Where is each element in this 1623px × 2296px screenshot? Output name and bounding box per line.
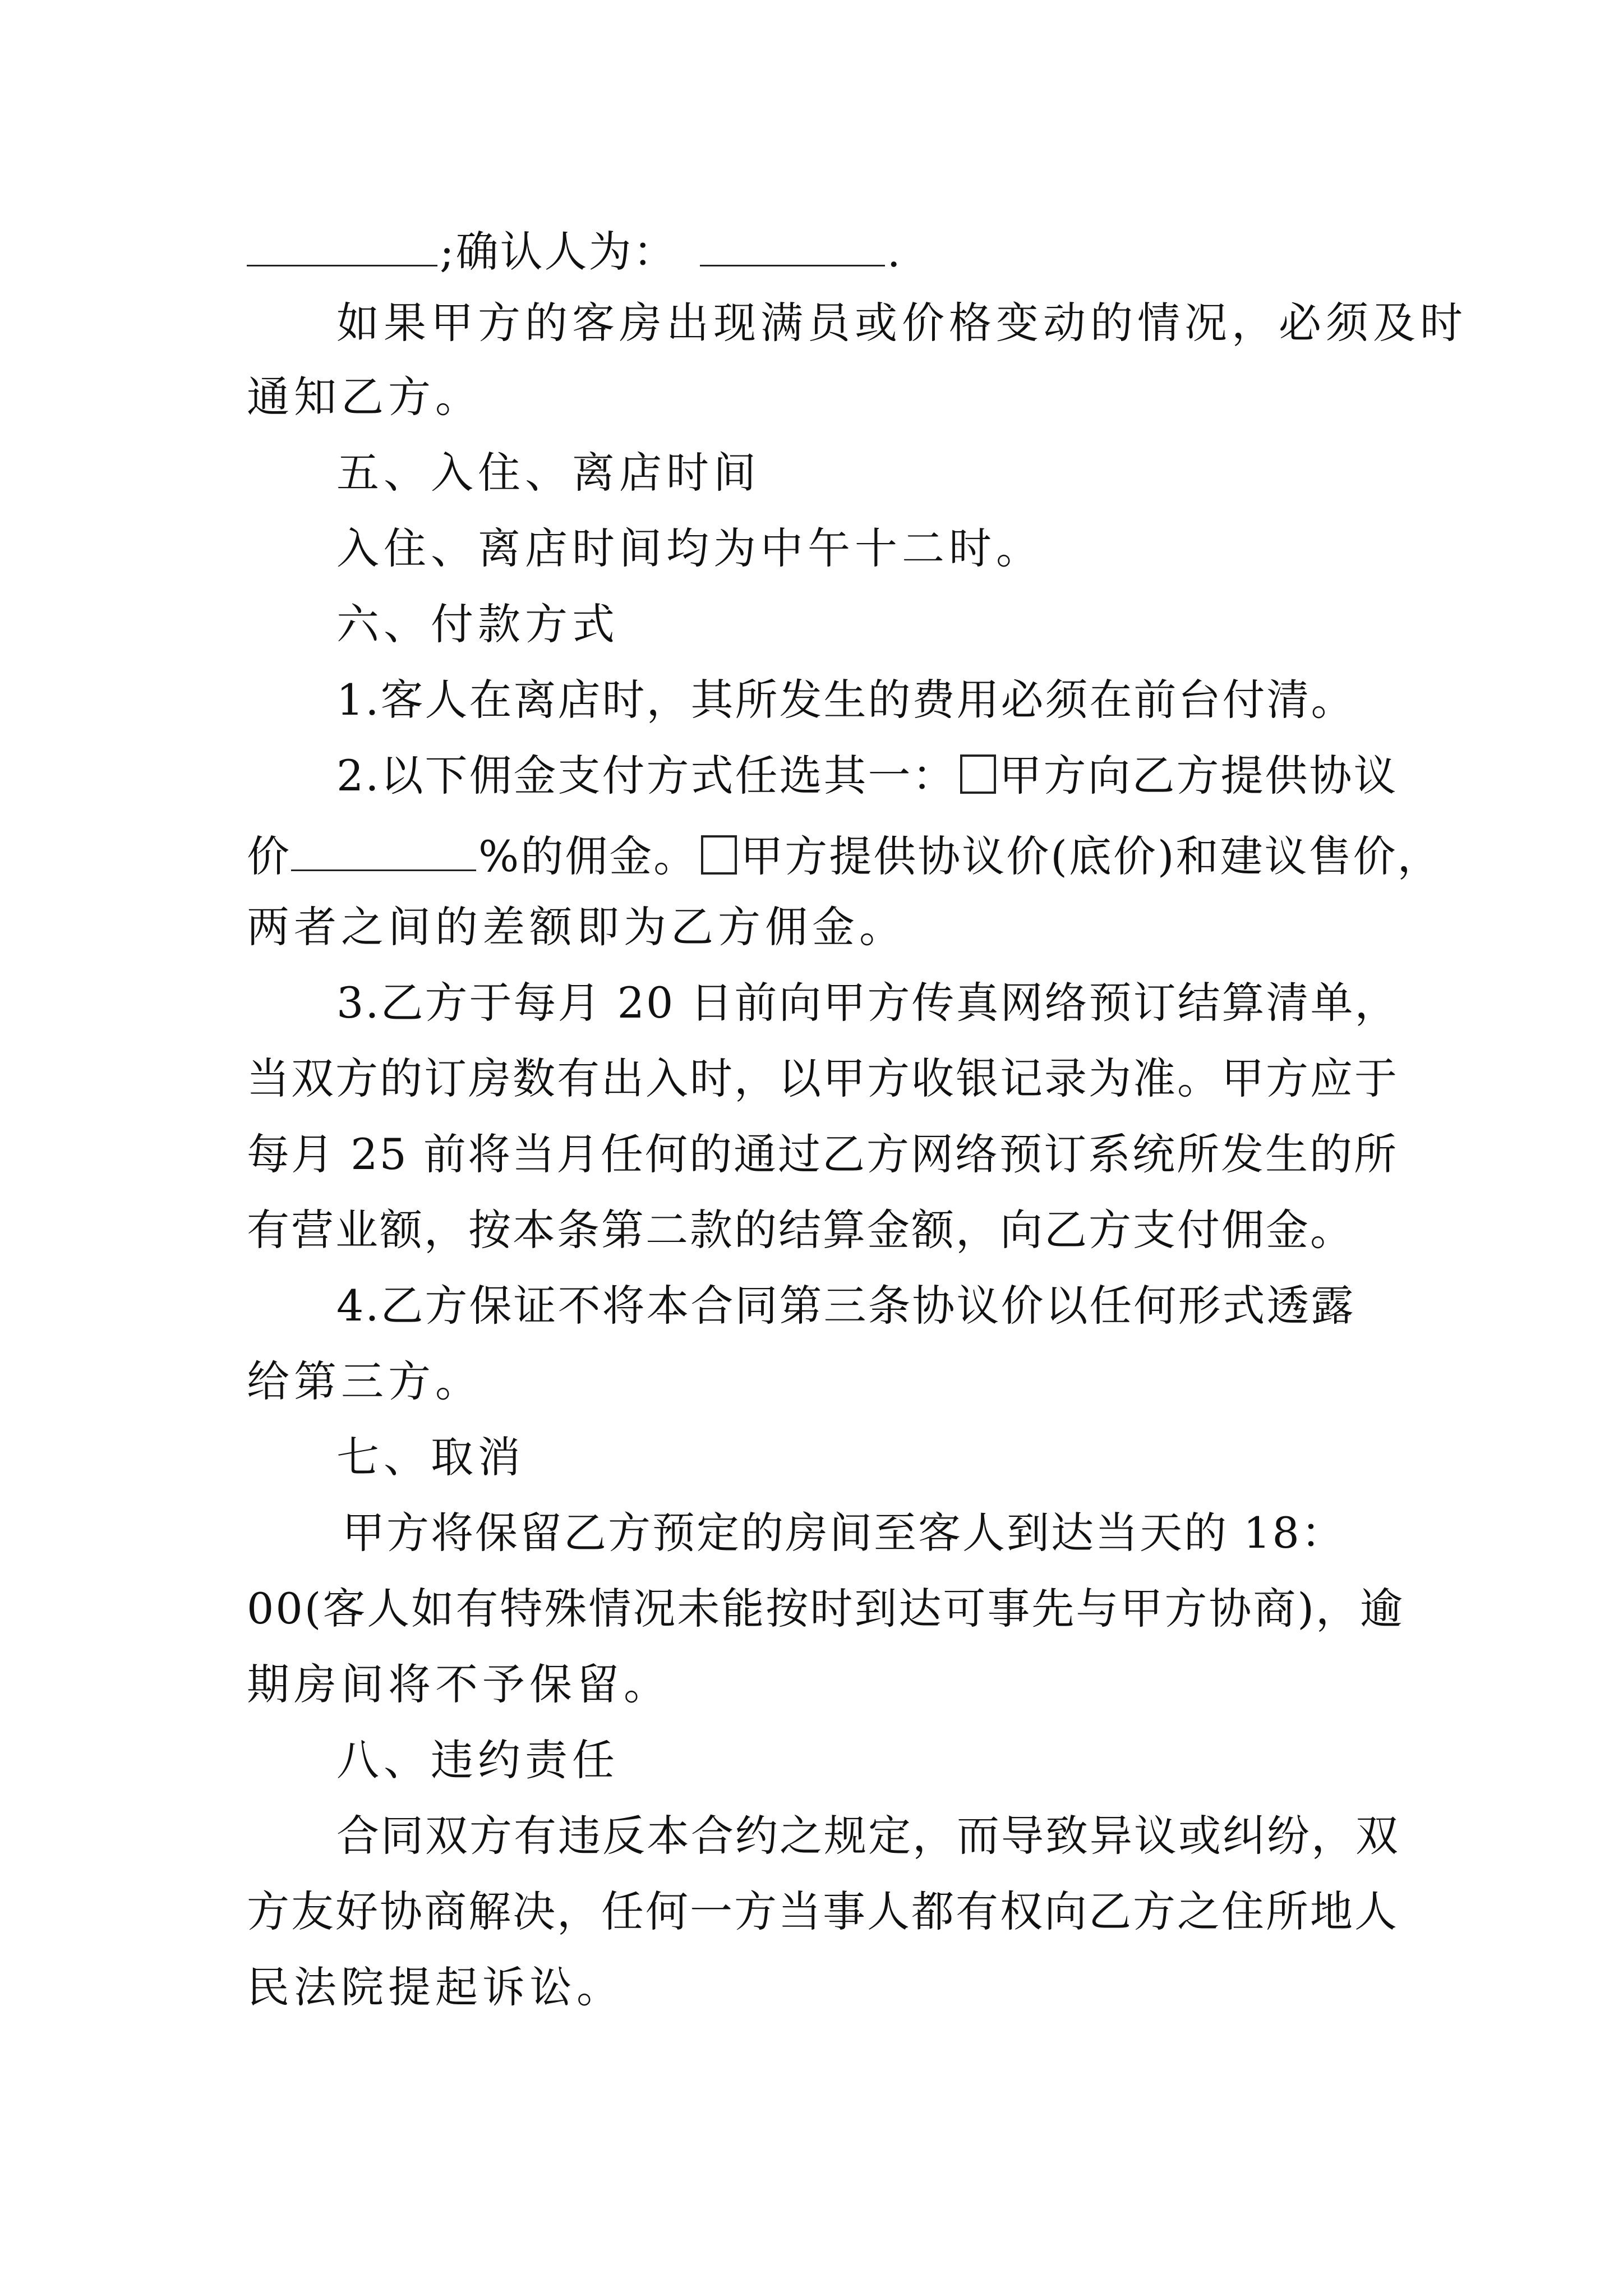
paragraph-line: 方友好协商解决，任何一方当事人都有权向乙方之住所地人 [247, 1887, 1399, 1936]
paragraph-line: 甲方将保留乙方预定的房间至客人到达当天的 18： [342, 1508, 1345, 1558]
paragraph-line: 当双方的订房数有出入时，以甲方收银记录为准。甲方应于 [247, 1053, 1399, 1103]
section-heading: 六、付款方式 [336, 599, 619, 649]
paragraph-line: 00(客人如有特殊情况未能按时到达可事先与甲方协商)，逾 [247, 1584, 1405, 1634]
paragraph-line: 入住、离店时间均为中午十二时。 [336, 523, 1043, 573]
blank-field [247, 226, 437, 266]
confirmer-label: ;确认人为： [440, 227, 677, 277]
option-two-text: 甲方提供协议价(底价)和建议售价， [740, 831, 1442, 881]
checkbox-icon [960, 754, 996, 794]
option-one-text: 价 [247, 831, 291, 881]
commission-options-line [336, 751, 1398, 800]
paragraph-line: 如果甲方的客房出现满员或价格变动的情况，必须及时 [336, 298, 1467, 348]
blank-field [291, 830, 476, 871]
option-one-text: %的佣金。 [478, 831, 698, 881]
section-heading: 五、入住、离店时间 [336, 448, 760, 498]
paragraph-line: 两者之间的差额即为乙方佣金。 [247, 902, 906, 952]
blank-field [700, 226, 885, 266]
paragraph-line: 民法院提起诉讼。 [247, 1962, 624, 2012]
paragraph-line: 合同双方有违反本合约之规定，而导致异议或纠纷，双 [336, 1811, 1400, 1861]
confirmer-line [247, 226, 902, 277]
paragraph-line: 给第三方。 [247, 1356, 482, 1406]
option-one-text: 甲方向乙方提供协议 [999, 751, 1398, 800]
commission-options-line [247, 830, 1442, 881]
options-intro: 2.以下佣金支付方式任选其一： [336, 751, 957, 800]
paragraph-line: 1.客人在离店时，其所发生的费用必须在前台付清。 [336, 675, 1355, 725]
period: . [887, 227, 902, 277]
paragraph-line: 有营业额，按本条第二款的结算金额，向乙方支付佣金。 [247, 1205, 1354, 1255]
paragraph-line: 3.乙方于每月 20 日前向甲方传真网络预订结算清单， [336, 978, 1399, 1028]
paragraph-line: 每月 25 前将当月任何的通过乙方网络预订系统所发生的所 [247, 1129, 1399, 1179]
paragraph-line: 4.乙方保证不将本合同第三条协议价以任何形式透露 [336, 1281, 1355, 1331]
checkbox-icon [701, 835, 737, 875]
section-heading: 八、违约责任 [336, 1735, 619, 1785]
section-heading: 七、取消 [336, 1432, 525, 1482]
paragraph-line: 期房间将不予保留。 [247, 1659, 671, 1709]
paragraph-line: 通知乙方。 [247, 372, 482, 422]
